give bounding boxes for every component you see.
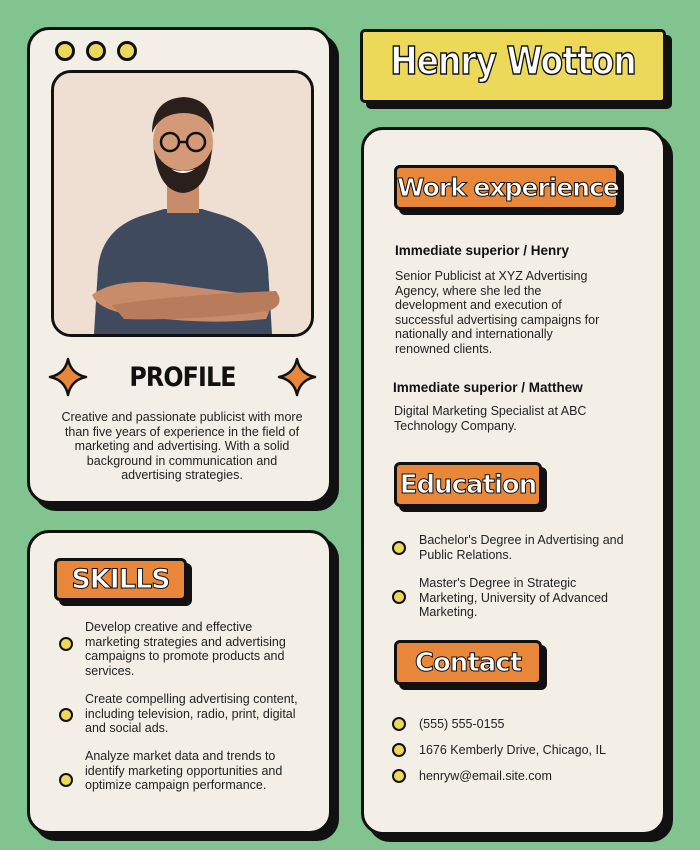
person-photo <box>54 73 311 334</box>
window-dot-icon <box>117 41 137 61</box>
bullet-dot-icon <box>59 773 73 787</box>
skill-item: Develop creative and effective marketing strategies and advertising campaigns to promote products and services. <box>85 620 286 678</box>
sparkle-star-icon <box>48 357 88 397</box>
bullet-dot-icon <box>392 769 406 783</box>
profile-photo <box>51 70 314 337</box>
skill-item: Create compelling advertising content, including television, radio, print, digital and social ads. <box>85 692 298 735</box>
details-card <box>361 127 666 835</box>
skill-item: Analyze market data and trends to identify marketing opportunities and optimize campaign performance. <box>85 749 283 792</box>
work-experience-title: Work experience <box>394 165 619 210</box>
education-item: Bachelor's Degree in Advertising and Public Relations. <box>419 533 624 562</box>
skills-card <box>27 530 332 834</box>
bullet-dot-icon <box>59 708 73 722</box>
work-entry-heading: Immediate superior / Matthew <box>393 380 583 395</box>
skills-title: SKILLS <box>54 558 187 601</box>
bullet-dot-icon <box>392 541 406 555</box>
bullet-dot-icon <box>392 743 406 757</box>
bullet-dot-icon <box>59 637 73 651</box>
bullet-dot-icon <box>392 717 406 731</box>
contact-title: Contact <box>394 640 542 685</box>
name-banner <box>360 29 666 103</box>
person-name: Henry Wotton <box>390 39 636 83</box>
work-entry-text: Digital Marketing Specialist at ABC Technology Company. <box>394 404 587 433</box>
window-dot-icon <box>55 41 75 61</box>
contact-address: 1676 Kemberly Drive, Chicago, IL <box>419 743 606 757</box>
work-entry-text: Senior Publicist at XYZ Advertising Agency, where she led the development and execution of successful advertising campaigns for nationally and internationally renowned clients. <box>395 269 600 356</box>
profile-title: PROFILE <box>129 362 236 393</box>
window-dot-icon <box>86 41 106 61</box>
education-title: Education <box>394 462 542 507</box>
profile-card <box>27 27 332 504</box>
contact-phone: (555) 555-0155 <box>419 717 505 731</box>
bullet-dot-icon <box>392 590 406 604</box>
education-item: Master's Degree in Strategic Marketing, University of Advanced Marketing. <box>419 576 608 619</box>
sparkle-star-icon <box>277 357 317 397</box>
work-entry-heading: Immediate superior / Henry <box>395 243 570 258</box>
contact-email[interactable]: henryw@email.site.com <box>419 769 552 783</box>
profile-text: Creative and passionate publicist with more than five years of experience in the field of marketing and advertising. With a solid background in communication and advertising strategies. <box>61 410 303 482</box>
